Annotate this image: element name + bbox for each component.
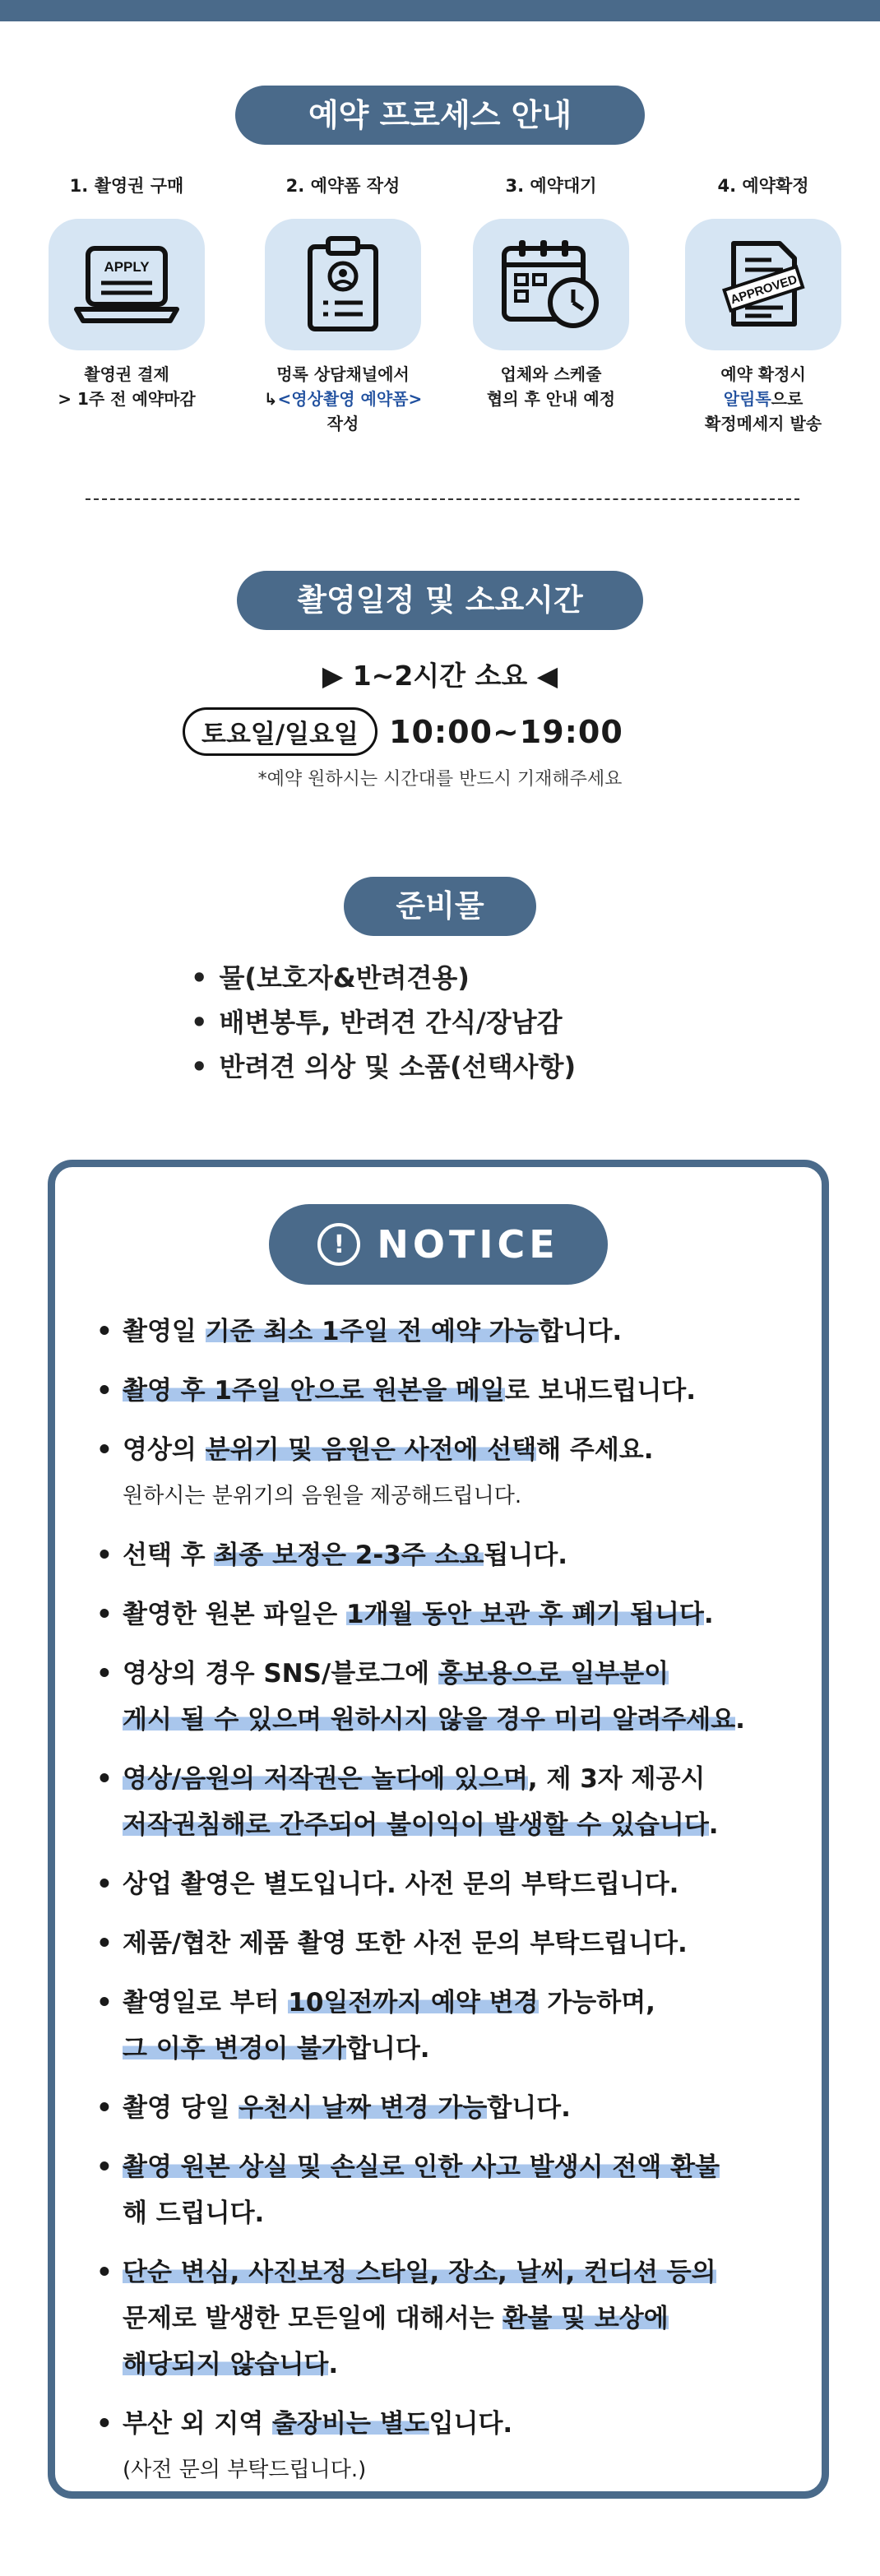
notice-line <box>123 2401 804 2447</box>
prep-title: 준비물 <box>344 877 536 936</box>
notice-line <box>123 1920 804 1967</box>
highlight-text: 분위기 및 음원은 사전에 선택 <box>205 1435 537 1465</box>
notice-text: 영상의 경우 SNS/블로그에 <box>123 1659 438 1689</box>
notice-text: 영상의 <box>123 1435 206 1465</box>
spacer <box>96 2388 804 2401</box>
step-icon-box <box>265 219 421 350</box>
list-item: • 반려견 의상 및 소품(선택사항) <box>191 1045 576 1089</box>
highlight-text: 10일전까지 예약 변경 <box>288 1988 539 2018</box>
step-desc: 멍록 상담채널에서 ↳<영상촬영 예약폼> 작성 <box>263 364 423 433</box>
notice-text: . <box>328 2350 339 2379</box>
notice-text: 촬영일로 부터 <box>123 1988 289 2018</box>
notice-line <box>123 1756 804 1802</box>
step-desc: 촬영권 결제 > 1주 전 예약마감 <box>58 364 196 409</box>
notice-item <box>96 1756 804 1848</box>
notice-line <box>123 1532 804 1578</box>
step-form <box>244 173 442 436</box>
step-waiting <box>452 173 650 411</box>
notice-text: , 제 3자 제공시 <box>527 1764 706 1794</box>
notice-item <box>96 1861 804 1907</box>
notice-text: 해 드립니다. <box>123 2198 265 2228</box>
notice-header <box>269 1204 608 1285</box>
notice-item <box>96 1591 804 1638</box>
notice-line <box>123 1802 804 1848</box>
spacer <box>96 1414 804 1427</box>
schedule-note: *예약 원하시는 시간대를 반드시 기재해주세요 <box>257 769 623 790</box>
notice-item <box>96 2401 804 2493</box>
notice-item <box>96 2144 804 2236</box>
notice-line <box>123 1861 804 1907</box>
notice-line <box>123 1591 804 1638</box>
notice-line <box>123 2296 804 2342</box>
notice-line <box>123 1309 804 1355</box>
notice-text: 가능하며, <box>538 1988 655 2018</box>
notice-box <box>48 1160 829 2499</box>
list-item: • 물(보호자&반려견용) <box>191 956 576 1000</box>
notice-item <box>96 1980 804 2072</box>
highlight-text: 출장비는 별도 <box>272 2409 429 2439</box>
section-divider <box>86 498 799 500</box>
exclamation-circle-icon: ! <box>317 1223 360 1266</box>
highlight-text: 1개월 동안 보관 후 폐기 됩니다 <box>345 1600 704 1629</box>
spacer <box>96 1967 804 1980</box>
highlight-text: 촬영 원본 상실 및 손실로 인한 사고 발생시 전액 환불 <box>123 2152 720 2182</box>
highlight-text: 단순 변심, 사진보정 스타일, 장소, 날씨, 컨디션 등의 <box>123 2258 716 2287</box>
notice-line <box>123 2026 804 2072</box>
spacer <box>96 2493 804 2506</box>
notice-text: 문제로 발생한 모든일에 대해서는 <box>123 2304 503 2333</box>
highlight-text: 게시 될 수 있으며 원하시지 않을 경우 미리 알려주세요 <box>123 1705 736 1735</box>
notice-item <box>96 1532 804 1578</box>
notice-text: . <box>703 1600 714 1629</box>
notice-line <box>123 2144 804 2190</box>
highlight-text: 최종 보정은 2-3주 소요 <box>214 1541 484 1570</box>
notice-item <box>96 1309 804 1355</box>
notice-text: 상업 촬영은 별도입니다. 사전 문의 부탁드립니다. <box>123 1869 679 1899</box>
step-icon-box <box>685 219 841 350</box>
notice-item <box>96 2249 804 2388</box>
prep-list <box>191 956 576 1089</box>
highlight-text: 해당되지 않습니다 <box>123 2350 329 2379</box>
spacer <box>96 2131 804 2144</box>
notice-subtext: 원하시는 분위기의 음원을 제공해드립니다. <box>123 1484 522 1508</box>
notice-text: 합니다. <box>538 1317 623 1346</box>
notice-line <box>123 1427 804 1473</box>
calendar-clock-icon <box>498 235 604 334</box>
approved-document-icon <box>714 235 813 334</box>
spacer <box>96 1355 804 1368</box>
highlight-text: 영상/음원의 저작권은 놀다에 있으며 <box>123 1764 528 1794</box>
spacer <box>96 1848 804 1861</box>
highlight-text: 저작권침해로 간주되어 불이익이 발생할 수 있습니다 <box>123 1810 709 1840</box>
highlight-text: 촬영 후 1주일 안으로 원본을 메일 <box>123 1376 505 1406</box>
spacer <box>96 1578 804 1591</box>
alimtalk-highlight: 알림톡 <box>723 389 771 409</box>
notice-item <box>96 1651 804 1743</box>
notice-text: . <box>708 1810 719 1840</box>
spacer <box>96 1638 804 1651</box>
highlight-text: 환불 및 보상에 <box>503 2304 669 2333</box>
spacer <box>96 2236 804 2249</box>
svg-text:APPROVED: APPROVED <box>729 272 799 308</box>
process-title: 예약 프로세스 안내 <box>235 86 645 145</box>
notice-line <box>123 2190 804 2236</box>
notice-text: . <box>735 1705 745 1735</box>
step-title: 2. 예약폼 작성 <box>285 176 401 196</box>
highlight-text: 홍보용으로 일부분이 <box>438 1659 669 1689</box>
notice-text: 부산 외 지역 <box>123 2409 273 2439</box>
laptop-apply-icon <box>72 243 182 326</box>
step-title: 4. 예약확정 <box>717 176 809 196</box>
highlight-text: 우천시 날짜 변경 가능 <box>239 2093 488 2123</box>
notice-line <box>123 1368 804 1414</box>
notice-item <box>96 1920 804 1967</box>
notice-item <box>96 2085 804 2131</box>
top-bar <box>0 0 880 21</box>
step-confirm <box>665 173 862 436</box>
step-desc: 업체와 스케줄 협의 후 안내 예정 <box>486 364 616 409</box>
highlight-text: 기준 최소 1주일 전 예약 가능 <box>205 1317 539 1346</box>
notice-text: 촬영 당일 <box>123 2093 239 2123</box>
form-link-text: <영상촬영 예약폼> <box>277 389 423 409</box>
process-steps <box>0 173 880 444</box>
notice-text: 해 주세요. <box>536 1435 654 1465</box>
notice-text: 합니다. <box>487 2093 571 2123</box>
notice-text: 됩니다. <box>484 1541 568 1570</box>
notice-item <box>96 1427 804 1519</box>
notice-line <box>123 1697 804 1743</box>
step-desc: 예약 확정시 알림톡으로 확정메세지 발송 <box>704 364 822 433</box>
notice-text: 제품/협찬 제품 촬영 또한 사전 문의 부탁드립니다. <box>123 1929 688 1958</box>
notice-text: 합니다. <box>345 2034 430 2064</box>
notice-item <box>96 1368 804 1414</box>
svg-text:APPLY: APPLY <box>104 259 150 275</box>
spacer <box>96 1519 804 1532</box>
hours-text: 10:00~19:00 <box>389 713 623 750</box>
notice-line <box>123 2249 804 2296</box>
step-icon-box <box>473 219 629 350</box>
notice-line <box>123 1651 804 1697</box>
step-icon-box <box>49 219 205 350</box>
step-purchase <box>28 173 225 411</box>
highlight-text: 그 이후 변경이 불가 <box>123 2034 346 2064</box>
list-item: • 배변봉투, 반려견 간식/장남감 <box>191 1000 576 1045</box>
notice-text: 촬영한 원본 파일은 <box>123 1600 346 1629</box>
step-title: 3. 예약대기 <box>505 176 597 196</box>
notice-line <box>123 2342 804 2388</box>
schedule-row <box>183 707 623 756</box>
notice-text: 로 보내드립니다. <box>504 1376 697 1406</box>
duration-text: ▶ 1~2시간 소요 ◀ <box>322 660 558 692</box>
days-badge: 토요일/일요일 <box>183 707 377 756</box>
clipboard-profile-icon <box>302 235 384 334</box>
spacer <box>96 1743 804 1756</box>
notice-line <box>123 2085 804 2131</box>
step-title: 1. 촬영권 구매 <box>69 176 184 196</box>
notice-line <box>123 1980 804 2026</box>
notice-text: 입니다. <box>428 2409 513 2439</box>
spacer <box>96 1907 804 1920</box>
spacer <box>96 2072 804 2085</box>
notice-title: NOTICE <box>377 1222 559 1267</box>
notice-subtext: (사전 문의 부탁드립니다.) <box>123 2458 367 2482</box>
notice-text: 촬영일 <box>123 1317 206 1346</box>
notice-list <box>96 1309 804 2506</box>
schedule-title: 촬영일정 및 소요시간 <box>237 571 643 630</box>
notice-text: 선택 후 <box>123 1541 215 1570</box>
